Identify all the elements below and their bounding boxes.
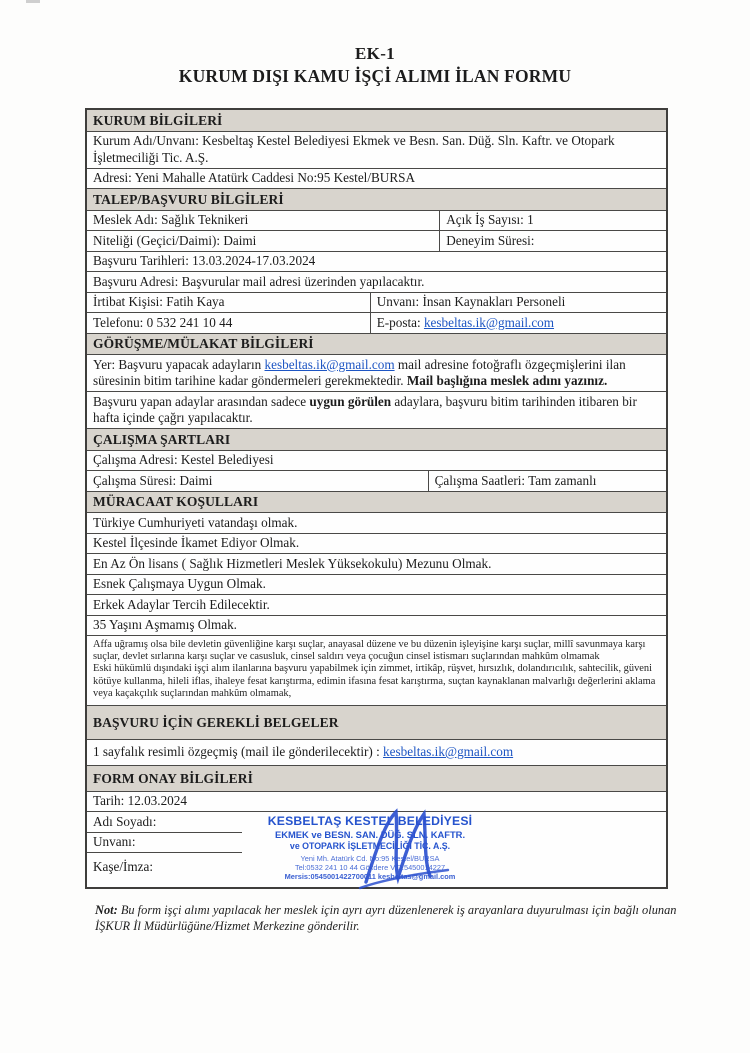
stamp-line-business-1: EKMEK ve BESN. SAN. DÜĞ. SLN. KAFTR. (274, 829, 466, 841)
kurum-adi-row: Kurum Adı/Unvanı: Kesbeltaş Kestel Belediyesi Ekmek ve Besn. San. Düğ. Sln. Kaftr. ve Otopark İşletmeciliği Tic. A.Ş. (87, 132, 666, 169)
irtibat-kisisi-cell: İrtibat Kişisi: Fatih Kaya (87, 293, 371, 313)
legal-paragraph-2: Eski hükümlü dışındaki işçi alım ilanlarına başvuru yapabilmek için zimmet, irtikâp, rüşvet, hırsızlık, dolandırıcılık, sahtecilik, güveni kötüye kullanma, hileli iflas, ihaleye fesat karıştırma, edimin ifasına fesat karıştırma, suçtan kaynaklanan malvarlığı değerlerini aklama veya kaçakçılık suçlarından mahkûm olmamak, (93, 663, 656, 699)
eposta-cell (371, 313, 666, 333)
niteligi-cell: Niteliği (Geçici/Daimi): Daimi (87, 231, 440, 251)
stamp-cell (242, 812, 666, 887)
yer-text-bold: Mail başlığına meslek adını yazınız. (406, 373, 608, 388)
basvuru-tarihleri-row: Başvuru Tarihleri: 13.03.2024-17.03.2024 (87, 252, 666, 273)
section-header-calisma-sartlari: ÇALIŞMA ŞARTLARI (87, 429, 666, 451)
stamp-line-business-2: ve OTOPARK İŞLETMECİLİĞİ TİC. A.Ş. (289, 841, 451, 852)
muracaat-item-row: Türkiye Cumhuriyeti vatandaşı olmak. (87, 513, 666, 534)
gorusme-cagri-row (87, 392, 666, 429)
kurum-adresi-row: Adresi: Yeni Mahalle Atatürk Caddesi No:95 Kestel/BURSA (87, 169, 666, 190)
stamp-line-tel: Tel:0532 241 10 44 Gökdere V.D.5450014227 (294, 863, 446, 873)
onay-labels-column (87, 812, 242, 887)
muracaat-item-row: Esnek Çalışmaya Uygun Olmak. (87, 575, 666, 596)
calisma-suresi-row (87, 471, 666, 492)
telefonu-cell: Telefonu: 0 532 241 10 44 (87, 313, 371, 333)
muracaat-item-row: Kestel İlçesinde İkamet Ediyor Olmak. (87, 534, 666, 555)
cagri-text-bold: uygun görülen (309, 393, 392, 409)
acik-is-sayisi-cell: Açık İş Sayısı: 1 (446, 212, 534, 227)
unvani-label: Unvanı: (87, 833, 242, 854)
form-table (85, 108, 668, 889)
muracaat-item-row: En Az Ön lisans ( Sağlık Hizmetleri Meslek Yüksekokulu) Mezunu Olmak. (87, 554, 666, 575)
stamp-line-company: KESBELTAŞ KESTEL BELEDİYESİ (267, 814, 473, 829)
calisma-suresi-cell: Çalışma Süresi: Daimi (87, 471, 429, 491)
section-header-gorusme-mulakat: GÖRÜŞME/MÜLAKAT BİLGİLERİ (87, 334, 666, 356)
meslek-adi-row (87, 211, 666, 232)
muracaat-item-row: 35 Yaşını Aşmamış Olmak. (87, 616, 666, 637)
yer-text-mid: mail adresine fotoğraflı özgeçmişlerini ilan süresinin bitim tarihine kadar göndermeleri gerekmektedir. (93, 356, 626, 388)
gorusme-yer-row (87, 355, 666, 392)
title-block (0, 44, 750, 87)
section-header-form-onay: FORM ONAY BİLGİLERİ (87, 766, 666, 792)
adi-soyadi-label: Adı Soyadı: (87, 812, 242, 833)
tarih-row: Tarih: 12.03.2024 (87, 792, 666, 813)
scan-artifact (26, 0, 40, 3)
calisma-adresi-row: Çalışma Adresi: Kestel Belediyesi (87, 451, 666, 472)
cagri-text-pre: Başvuru yapan adaylar arasından sadece (93, 393, 310, 409)
eposta-label: E-posta: (376, 314, 424, 330)
kase-imza-label: Kaşe/İmza: (93, 859, 154, 875)
note-label: Not: (95, 903, 118, 917)
telefon-row (87, 313, 666, 334)
footer-note (95, 903, 690, 934)
calisma-saatleri-cell: Çalışma Saatleri: Tam zamanlı (434, 472, 597, 488)
yer-email-link[interactable]: kesbeltas.ik@gmail.com (264, 356, 395, 372)
onay-signature-block (87, 812, 666, 887)
unvani-cell: Unvanı: İnsan Kaynakları Personeli (376, 294, 566, 309)
irtibat-row (87, 293, 666, 314)
form-title: KURUM DIŞI KAMU İŞÇİ ALIMI İLAN FORMU (178, 66, 572, 86)
section-header-kurum-bilgileri: KURUM BİLGİLERİ (87, 110, 666, 132)
deneyim-suresi-cell: Deneyim Süresi: (446, 232, 535, 248)
belgeler-item-row (87, 740, 666, 766)
muracaat-item-row: Erkek Adaylar Tercih Edilecektir. (87, 595, 666, 616)
section-header-gerekli-belgeler: BAŞVURU İÇİN GEREKLİ BELGELER (87, 706, 666, 740)
meslek-adi-cell: Meslek Adı: Sağlık Teknikeri (87, 211, 440, 231)
ek-label: EK-1 (355, 44, 395, 63)
belgeler-email-link[interactable]: kesbeltas.ik@gmail.com (383, 744, 514, 760)
stamp-line-mersis: Mersis:0545001422700011 kesbeltas@gmail.com (284, 872, 456, 882)
cagri-text-post: adaylara, başvuru bitim tarihinden itibaren bir hafta içinde çağrı yapılacaktır. (93, 393, 637, 425)
yer-text-pre: Yer: Başvuru yapacak adayların (93, 356, 265, 372)
basvuru-adresi-row: Başvuru Adresi: Başvurular mail adresi üzerinden yapılacaktır. (87, 272, 666, 293)
legal-paragraph-1: Affa uğramış olsa bile devletin güvenliğine karşı suçlar, anayasal düzene ve bu düzenin işleyişine karşı suçlar, millî savunmaya karşı suçlar, devlet sırlarına karşı suçlar ve casusluk, cinsel saldırı veya çocuğun cinsel istismarı suçlarından mahkûm olmamak (93, 639, 646, 663)
niteligi-row (87, 231, 666, 252)
stamp-line-address: Yeni Mh. Atatürk Cd. No:95 Kestel/BURSA (300, 854, 440, 864)
belgeler-text: 1 sayfalık resimli özgeçmiş (mail ile gönderilecektir) : (93, 744, 384, 760)
note-text: Bu form işçi alımı yapılacak her meslek için ayrı ayrı düzenlenerek iş arayanlara duyurulması için bağlı olunan İŞKUR İl Müdürlüğüne/Hizmet Merkezine gönderilir. (95, 903, 677, 933)
company-stamp (246, 814, 494, 881)
muracaat-legal-text (87, 636, 666, 706)
eposta-link[interactable]: kesbeltas.ik@gmail.com (423, 314, 555, 330)
section-header-muracaat-kosullari: MÜRACAAT KOŞULLARI (87, 492, 666, 514)
section-header-talep-basvuru: TALEP/BAŞVURU BİLGİLERİ (87, 189, 666, 211)
